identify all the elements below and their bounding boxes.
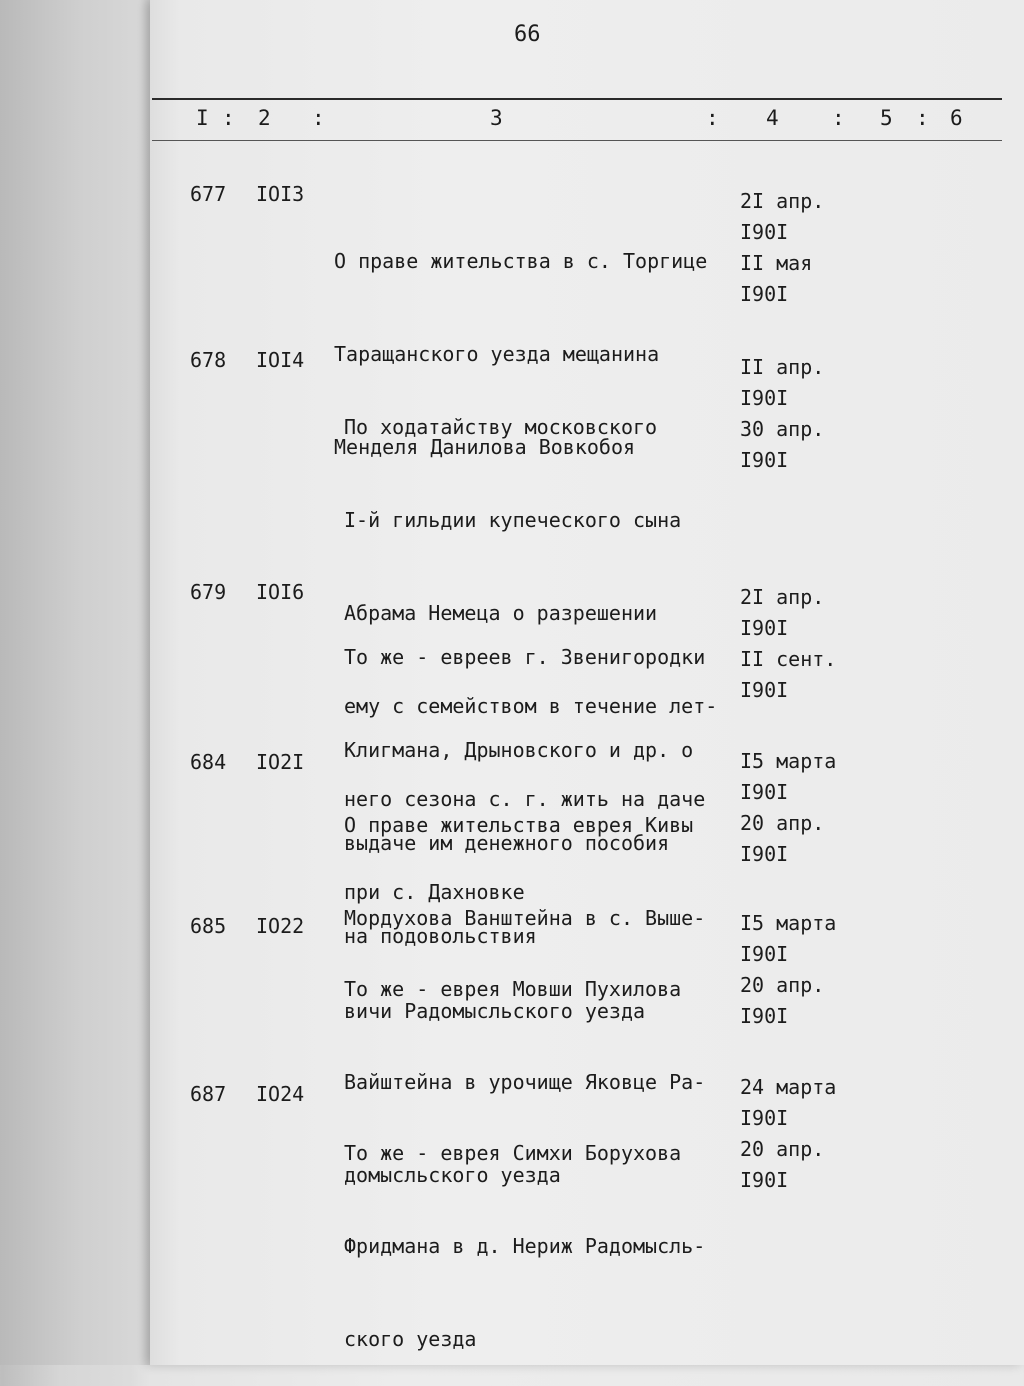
date-line: II мая [740, 251, 813, 275]
date-line: I5 марта [740, 749, 837, 773]
entry-dates [740, 746, 860, 870]
date-line: II апр. [740, 355, 825, 379]
description-line: выдаче им денежного пособия [344, 831, 670, 855]
description-line: О праве жительства в с. Торгице [334, 249, 708, 273]
page-number: 66 [514, 22, 541, 47]
facing-page [0, 0, 150, 1365]
entry-number: 685 [190, 914, 227, 938]
date-line: 30 апр. [740, 417, 825, 441]
description-line: То же - еврея Симхи Борухова [344, 1141, 682, 1165]
date-line: I90I [740, 282, 789, 306]
description-line: ского уезда [344, 1327, 477, 1351]
entry-dates [740, 352, 860, 476]
description-line: вичи Радомысльского уезда [344, 999, 646, 1023]
description-line: Мордухова Ванштейна в с. Выше- [344, 906, 706, 930]
date-line: I90I [740, 448, 789, 472]
header-bottom-rule [152, 140, 1002, 141]
date-line: I90I [740, 780, 789, 804]
description-line: него сезона с. г. жить на даче [344, 787, 706, 811]
description-line: на подовольствия [344, 924, 537, 948]
entry-dates [740, 908, 860, 1032]
description-line: Клигмана, Дрыновского и др. о [344, 738, 694, 762]
date-line: 2I апр. [740, 585, 825, 609]
header-separator: : [312, 106, 325, 130]
entry-number: 687 [190, 1082, 227, 1106]
entry-dates [740, 582, 860, 706]
header-col-1: I [196, 106, 209, 130]
entry-code: IO22 [256, 914, 305, 938]
description-line: То же - евреев г. Звенигородки [344, 645, 706, 669]
date-line: I90I [740, 1168, 789, 1192]
header-col-3: 3 [490, 106, 503, 130]
description-line: Менделя Данилова Вовкобоя [334, 435, 636, 459]
header-col-2: 2 [258, 106, 271, 130]
description-line: I-й гильдии купеческого сына [344, 508, 682, 532]
date-line: I90I [740, 942, 789, 966]
date-line: 20 апр. [740, 811, 825, 835]
description-line: Абрама Немеца о разрешении [344, 601, 658, 625]
date-line: I90I [740, 678, 789, 702]
entry-dates [740, 1072, 860, 1196]
header-top-rule [152, 98, 1002, 100]
entry-code: IOI3 [256, 182, 305, 206]
header-col-4: 4 [766, 106, 779, 130]
description-line: Фридмана в д. Нериж Радомысль- [344, 1234, 706, 1258]
date-line: 2I апр. [740, 189, 825, 213]
entry-code: IOI6 [256, 580, 305, 604]
description-line: То же - еврея Мовши Пухилова [344, 977, 682, 1001]
header-col-6: 6 [950, 106, 963, 130]
date-line: I90I [740, 1004, 789, 1028]
entry-code: IOI4 [256, 348, 305, 372]
entry-dates [740, 186, 860, 310]
entry-code: IO24 [256, 1082, 305, 1106]
date-line: I90I [740, 220, 789, 244]
description-line: Вайштейна в урочище Яковце Ра- [344, 1070, 706, 1094]
date-line: 20 апр. [740, 973, 825, 997]
entry-number: 677 [190, 182, 227, 206]
description-line: ему с семейством в течение лет- [344, 694, 718, 718]
header-separator: : [832, 106, 845, 130]
entry-number: 678 [190, 348, 227, 372]
description-line: О праве жительства еврея Кивы [344, 813, 694, 837]
date-line: II сент. [740, 647, 837, 671]
entry-description [344, 1076, 764, 1386]
entry-number: 679 [190, 580, 227, 604]
entry-code: IO2I [256, 750, 305, 774]
date-line: 24 марта [740, 1075, 837, 1099]
date-line: 20 апр. [740, 1137, 825, 1161]
description-line: Таращанского уезда мещанина [334, 342, 660, 366]
header-col-5: 5 [880, 106, 893, 130]
description-line: домысльского уезда [344, 1163, 561, 1187]
header-separator: : [222, 106, 235, 130]
description-line: при с. Дахновке [344, 880, 525, 904]
date-line: I90I [740, 616, 789, 640]
header-separator: : [916, 106, 929, 130]
entry-number: 684 [190, 750, 227, 774]
date-line: I90I [740, 386, 789, 410]
date-line: I5 марта [740, 911, 837, 935]
date-line: I90I [740, 1106, 789, 1130]
header-separator: : [706, 106, 719, 130]
date-line: I90I [740, 842, 789, 866]
description-line: По ходатайству московского [344, 415, 658, 439]
